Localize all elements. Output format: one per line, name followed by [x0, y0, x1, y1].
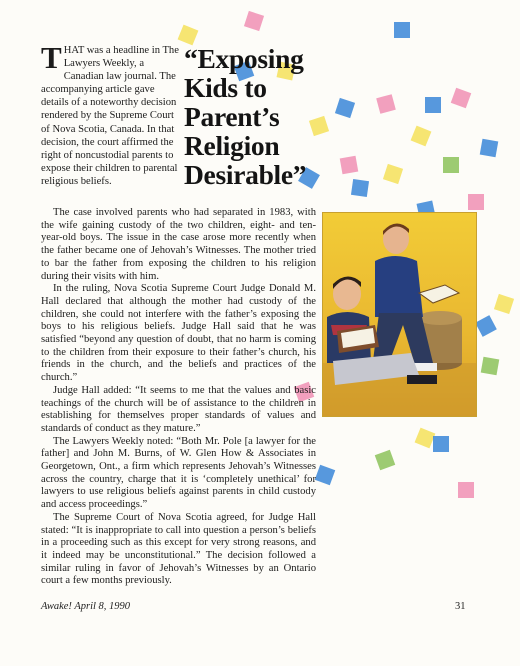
headline: “Exposing Kids to Parent’s Religion Desirable”	[184, 43, 307, 190]
body-paragraph: The Supreme Court of Nova Scotia agreed, for Judge Hall stated: “It is inappropriate to call into question a person’s beliefs in a proceeding such as this except for very strong reasons, and it indeed may be unconstitutional.” The decision followed a similar ruling in favor of Jehovah’s Witnesses by an Ontario court a few months previously.	[41, 511, 316, 587]
confetti-square	[458, 482, 474, 498]
confetti-square	[383, 164, 403, 184]
confetti-square	[494, 294, 514, 314]
drop-cap: T	[41, 40, 62, 75]
confetti-square	[244, 11, 264, 31]
confetti-square	[481, 357, 500, 376]
confetti-square	[375, 450, 396, 471]
confetti-square	[411, 126, 432, 147]
body-paragraph: The case involved parents who had separated in 1983, with the wife gaining custody of the two children, eight- and ten-year-old boys. The issue in the case arose more recently when the father became one of Jehovah’s Witnesses. The mother tried to bar the father from exposing the children to his religion during their visits with him.	[41, 207, 316, 282]
intro-text: HAT was a headline in The Lawyers Weekly, a Canadian law journal. The accompanying article gave details of a noteworthy decision rendered by the Supreme Court of Nova Scotia, Canada. In that decision, the court affirmed the right of noncustodial parents to expose their children to parental religious beliefs.	[41, 45, 179, 187]
confetti-square	[480, 139, 499, 158]
boys-reading-illustration	[323, 213, 476, 416]
publication-date: Awake! April 8, 1990	[41, 601, 131, 612]
page-number: 31	[455, 601, 466, 612]
confetti-square	[394, 22, 410, 38]
confetti-square	[433, 436, 449, 452]
confetti-square	[315, 465, 336, 486]
confetti-square	[468, 194, 484, 210]
confetti-square	[425, 97, 441, 113]
body-paragraph: The Lawyers Weekly noted: “Both Mr. Pole [a lawyer for the father] and John M. Burns, of W. Glen How & Associates in Georgetown, Ont., a firm which represents Jehovah’s Witnesses across the country, charge that it is ‘completely unethical’ for lawyers to use religious beliefs against parents in child custody and access proceedings.”	[41, 435, 316, 511]
confetti-square	[475, 315, 497, 337]
confetti-square	[340, 156, 359, 175]
body-paragraph: Judge Hall added: “It seems to me that the values and basic teachings of the church will be of assistance to the children in establishing for themselves proper standards of values and standards of conduct as they mature.”	[41, 384, 316, 434]
intro-paragraph	[41, 40, 181, 188]
article-body	[41, 207, 316, 588]
confetti-square	[443, 157, 459, 173]
body-paragraph: In the ruling, Nova Scotia Supreme Court Judge Donald M. Hall declared that although the mother had custody of the children, she could not interfere with the father’s exposing the boys to his religious beliefs. Judge Hall said that he was satisfied “beyond any question of doubt, that no harm is coming to the children from their exposure to their father’s church, his friends in the church, and the beliefs and practices of the church.”	[41, 283, 316, 384]
confetti-square	[351, 179, 369, 197]
boys-reading-photo	[322, 212, 477, 417]
confetti-square	[451, 88, 472, 109]
confetti-square	[376, 94, 396, 114]
